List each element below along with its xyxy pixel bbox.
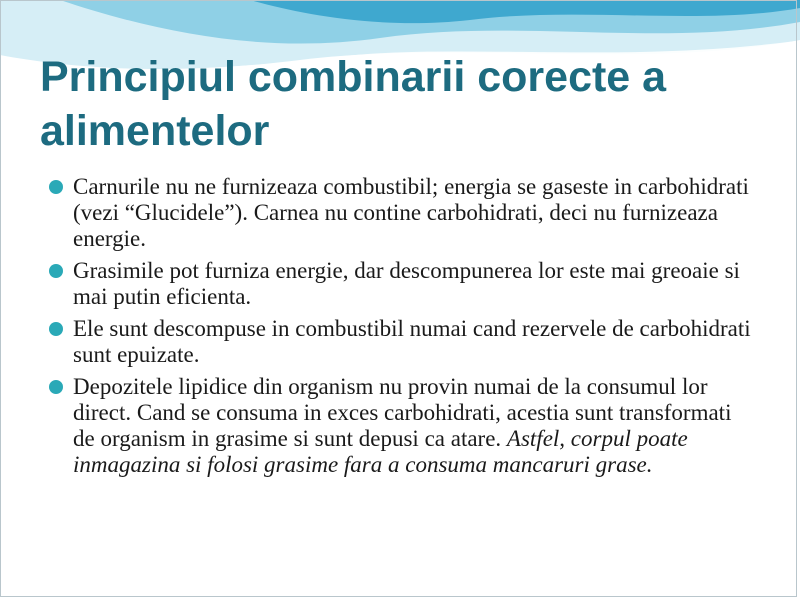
slide-title: Principiul combinarii corecte a alimentelor: [40, 53, 667, 155]
bullet-text: Carnurile nu ne furnizeaza combustibil; energia se gaseste in carbohidrati (vezi “Glucidele”). Carnea nu contine carbohidrati, deci nu furnizeaza energie.: [73, 174, 749, 251]
bullet-text: Grasimile pot furniza energie, dar descompunerea lor este mai greoaie si mai putin eficienta.: [73, 258, 740, 309]
bullet-italic-text: Astfel, corpul poate inmagazina si folosi grasime fara a consuma mancaruri grase.: [73, 426, 688, 477]
bullet-text: Depozitele lipidice din organism nu provin numai de la consumul lor direct. Cand se consuma in exces carbohidrati, acestia sunt transformati de organism in grasime si sunt depusi ca atare.: [73, 374, 732, 451]
bullet-text: Ele sunt descompuse in combustibil numai cand rezervele de carbohidrati sunt epuizate.: [73, 316, 751, 367]
